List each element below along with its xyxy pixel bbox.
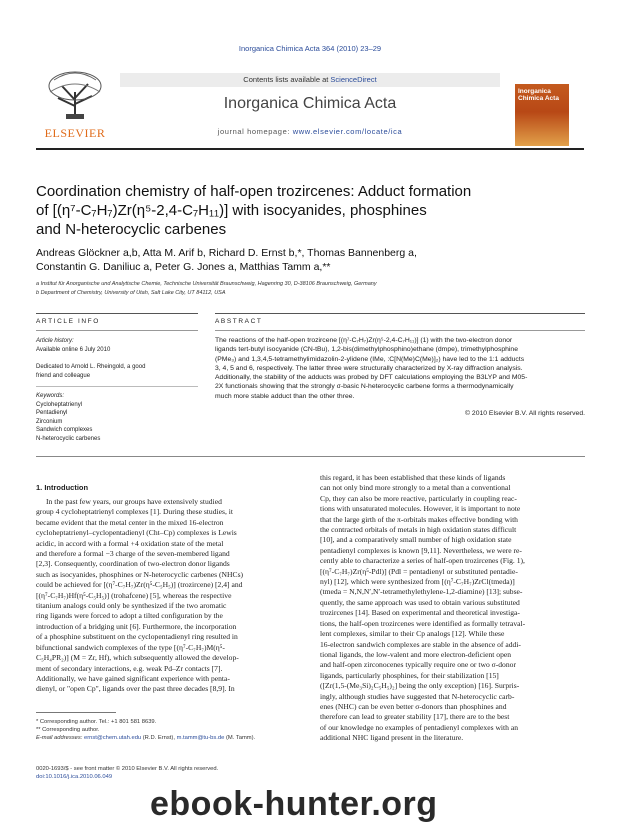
body-text-line: dienyl, or "open Cp", ligands over the past three decades [8,9]. In [36, 684, 235, 694]
body-text-line: and half-open zirconocenes typically require one or two σ-donor [320, 660, 516, 670]
body-text-line: (tmeda = N,N,N′,N′-tetramethylethylene-1,2-diamine) [13]; subse- [320, 587, 523, 597]
body-text-line: lent complexes, similar to their Cp analogs [12]. While these [320, 629, 505, 639]
body-text-line: nyl) [12], which were synthesized from [(η⁷-C₇H₇)ZrCl(tmeda)] [320, 577, 515, 587]
email-owner-1: (R.D. Ernst), [141, 735, 177, 741]
authors-line-2: Constantin G. Daniliuc a, Peter G. Jones a, Matthias Tamm a,** [36, 261, 331, 273]
email-link-tamm[interactable]: m.tamm@tu-bs.de [176, 735, 225, 741]
body-text-line: and therefore a formal −3 charge of the seven-membered ligand [36, 549, 230, 559]
footnote-rule [36, 712, 116, 713]
body-text-line: additional NHC ligand present in the literature. [320, 733, 464, 743]
body-text-line: cently able to characterize a series of half-open trozircenes (Fig. 1), [320, 556, 525, 566]
body-text-line: Additionally, we have gained significant experience with penta- [36, 673, 230, 683]
keyword-item: Cycloheptatrienyl [36, 401, 83, 408]
abstract-text [215, 336, 585, 401]
body-text-line: could be achieved for [(η⁷-C₇H₇)Zr(η⁵-C₅H₅)] (trozircene) [2,4] and [36, 580, 243, 590]
body-text-line: acidic, in accord with a formal +4 oxidation state of the metal [36, 538, 224, 548]
body-text-line: of a phosphine substituent on the cyclopentadienyl ring resulted in [36, 632, 238, 642]
keywords-label: Keywords: [36, 393, 65, 399]
body-text-line: tions with unsaturated molecules. However, it is important to note [320, 504, 521, 514]
body-text-line: In the past few years, our groups have extensively studied [46, 497, 222, 506]
body-text-line: [2,3]. Consequently, coordination of two-electron donor ligands [36, 559, 230, 569]
journal-name: Inorganica Chimica Acta [223, 95, 397, 112]
issn-line: 0020-1693/$ - see front matter © 2010 Elsevier B.V. All rights reserved. [36, 766, 219, 772]
body-text-line: ring ligands were forced to adopt a tilted configuration by the [36, 611, 223, 621]
history-value: Available online 6 July 2010 [36, 346, 111, 353]
body-text-line: titanium analogs could only be synthesized if the two aromatic [36, 601, 227, 611]
body-text-line: tions, the half-open trozircenes were identified as formally tetraval- [320, 618, 526, 628]
body-text-line: bifunctional sandwich complexes of the type [(η⁷-C₇H₇)M(η⁵- [36, 642, 225, 652]
sciencedirect-link[interactable]: ScienceDirect [330, 75, 377, 84]
body-text-line: ingly, although studies have suggested that N-heterocyclic carb- [320, 691, 515, 701]
body-column-left [36, 497, 302, 695]
article-info-heading: ARTICLE INFO [36, 318, 100, 325]
authors-line-1: Andreas Glöckner a,b, Atta M. Arif b, Richard D. Ernst b,*, Thomas Bannenberg a, [36, 247, 417, 259]
body-text-line: [10], and a comparatively small number of high oxidation state [320, 535, 512, 545]
footnote-1: * Corresponding author. Tel.: +1 801 581 8639. [36, 719, 157, 725]
abstract-line: much more stable adduct than the other three. [215, 392, 355, 400]
doi-link[interactable]: doi:10.1016/j.ica.2010.06.049 [36, 774, 113, 780]
dedication-line-1: Dedicated to Arnold L. Rheingold, a good [36, 364, 146, 370]
homepage-prefix: journal homepage: [217, 127, 293, 136]
affiliation-a: a Institut für Anorganische und Analytische Chemie, Technische Universität Braunschweig, Hagenring 30, D-38106 Braunschweig, Germany [36, 281, 377, 287]
body-text-line: quently, the same approach was used to obtain various substituted [320, 597, 520, 607]
section-heading-introduction: 1. Introduction [36, 483, 89, 492]
body-text-line: [(η⁷-C₇H₇)Hf(η⁵-C₅H₅)] (trohafcene) [5], whereas the respective [36, 590, 232, 600]
info-sub-rule [36, 330, 198, 331]
body-text-line: [(η⁷-C₇H₇)Zr(η⁵-Pdl)] (Pdl = pentadienyl or substituted pentadie- [320, 566, 518, 576]
contents-prefix: Contents lists available at [243, 75, 331, 84]
homepage-link[interactable]: www.elsevier.com/locate/ica [292, 127, 403, 136]
article-title [36, 182, 584, 239]
body-text-line: ([Zr(1,5-(Me₃Si)₂C₅H₅)₂] being the only exception) [16]. Surpris- [320, 681, 520, 691]
body-text-line: cycloheptatrienyl–cyclopentadienyl (Cht–Cp) complexes is Lewis [36, 528, 237, 538]
body-text-line: 16-electron sandwich complexes are stable in the absence of addi- [320, 639, 521, 649]
abstract-line: (PMe₃) and 1,3,4,5-tetramethylimidazolin-2-ylidene (IMe, :C[N(Me)C(Me)]₂) have led to the 1:1 adducts [215, 355, 525, 363]
body-text-line: that the large girth of the π-orbitals makes effective bonding with [320, 514, 518, 524]
body-text-line: trozircenes [14]. Based on experimental and theoretical investiga- [320, 608, 520, 618]
abstract-line: 2X functionals showing that the strongly σ-basic N-heterocyclic carbene forms a thermodynamically [215, 383, 514, 391]
body-text-line: this regard, it has been established that these kinds of ligands [320, 473, 506, 482]
abstract-copyright: © 2010 Elsevier B.V. All rights reserved. [465, 410, 585, 417]
affiliation-b: b Department of Chemistry, University of Utah, Salt Lake City, UT 84112, USA [36, 290, 226, 296]
publisher-name: ELSEVIER [44, 126, 106, 140]
keywords [36, 392, 198, 443]
footnotes [36, 718, 302, 742]
body-text-line: became evident that the metal center in the mixed 16-electron [36, 517, 224, 527]
abstract-line: ligands tert-butyl isocyanide (CN-tBu), 1,2-bis(dimethylphosphino)ethane (dmpe), trimethylphosphine [215, 346, 518, 354]
header-rule [36, 148, 584, 150]
keyword-item: N-heterocyclic carbenes [36, 435, 101, 442]
body-text-line: ligands, particularly phosphines, for their stabilization [15] [320, 670, 499, 680]
abstract-line: Additionally, the stability of the adducts was probed by DFT calculations employing the B3LYP and M05- [215, 374, 528, 382]
email-label: E-mail addresses: [36, 735, 85, 741]
body-text-line: C₅H₄PR₂)] (M = Zr, Hf), which subsequently allowed the develop- [36, 653, 239, 663]
journal-citation[interactable]: Inorganica Chimica Acta 364 (2010) 23–29 [238, 44, 382, 53]
history-label: Article history: [36, 338, 74, 344]
author-list [36, 246, 584, 274]
abstract-bottom-rule [36, 456, 585, 457]
watermark-text: ebook-hunter.org [150, 785, 438, 823]
body-text-line: can not only bind more strongly to a metal than a conventional [320, 483, 511, 493]
journal-homepage [120, 127, 500, 136]
title-line-3: and N-heterocyclic carbenes [36, 221, 227, 238]
abstract-heading: ABSTRACT [215, 318, 263, 325]
abstract-sub-rule [215, 330, 585, 331]
article-history [36, 337, 198, 354]
keywords-rule [36, 386, 198, 387]
journal-cover-title: Inorganica Chimica Acta [518, 88, 559, 102]
keyword-item: Pentadienyl [36, 410, 68, 416]
affiliations [36, 280, 584, 298]
issn-doi [36, 765, 302, 781]
body-text-line: introduction of a bridging unit [6]. Furthermore, the incorporation [36, 621, 237, 631]
info-top-rule [36, 313, 198, 314]
body-text-line: group 4 cycloheptatrienyl complexes [1]. During these studies, it [36, 507, 233, 517]
body-text-line: the contracted orbitals of metals in high oxidation states difficult [320, 525, 517, 535]
body-text-line: therefore can lead to greater stability [17], there are to the best [320, 712, 510, 722]
contents-bar [120, 73, 500, 87]
email-link-ernst[interactable]: ernst@chem.utah.edu [84, 735, 142, 741]
body-text-line: tional ligands, the low-valent and more electron-deficient open [320, 649, 512, 659]
body-text-line: Cp, they can also be more reactive, particularly in coupling reac- [320, 493, 517, 503]
dedication [36, 363, 198, 380]
body-column-right [320, 473, 585, 744]
email-owner-2: (M. Tamm). [224, 735, 256, 741]
footnote-2: ** Corresponding author. [36, 727, 100, 733]
keyword-item: Sandwich complexes [36, 427, 93, 433]
title-line-2: of [(η⁷-C₇H₇)Zr(η⁵-2,4-C₇H₁₁)] with isocyanides, phosphines [36, 202, 427, 219]
footnote-emails [36, 734, 302, 742]
dedication-line-2: friend and colleague [36, 372, 91, 379]
keyword-item: Zirconium [36, 418, 63, 425]
body-text-line: pentadienyl complexes is known [9,11]. Nevertheless, we were re- [320, 545, 522, 555]
body-text-line: enes (NHC) can be even better σ-donors than phosphines and [320, 701, 507, 711]
elsevier-logo [36, 70, 114, 142]
abstract-top-rule [215, 313, 585, 314]
abstract-line: 3, 4, 5 and 6, respectively. The latter three were structurally characterized by X-ray diffraction analysis. [215, 364, 523, 372]
body-text-line: of our knowledge no examples of pentadienyl complexes with an [320, 722, 519, 732]
body-text-line: such as isocyanides, phosphines or N-heterocyclic carbenes (NHCs) [36, 569, 244, 579]
abstract-line: The reactions of the half-open trozircene [(η⁷-C₇H₇)Zr(η⁵-2,4-C₇H₁₁)] (1) with the two-electron donor [215, 337, 513, 344]
title-line-1: Coordination chemistry of half-open trozircenes: Adduct formation [36, 183, 472, 200]
body-text-line: ment of secondary interactions, e.g. weak Pd–Zr contacts [7]. [36, 663, 223, 673]
